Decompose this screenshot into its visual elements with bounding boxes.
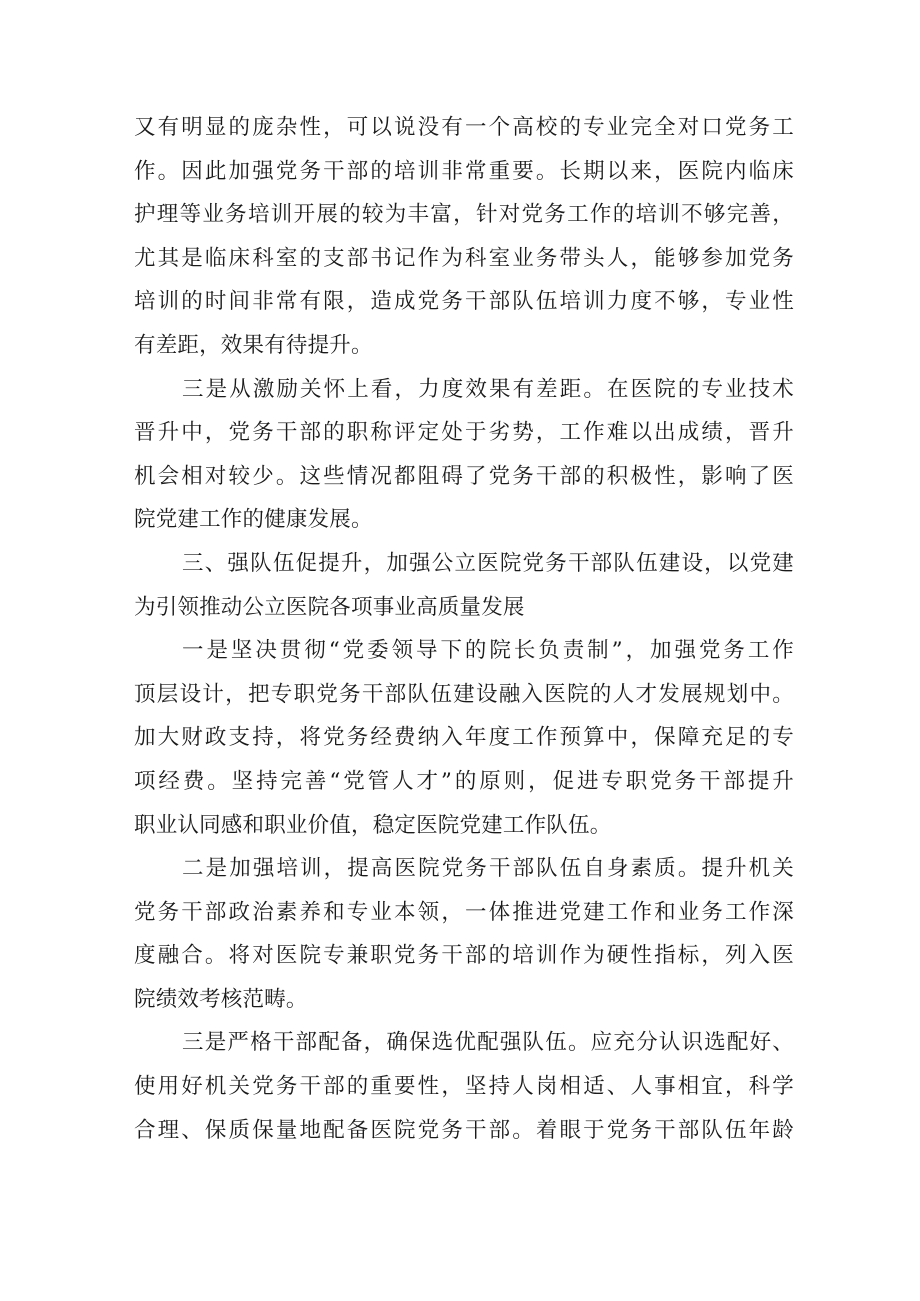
- text-line: 二是加强培训，提高医院党务干部队伍自身素质。提升机关: [182, 856, 794, 882]
- text-line: 作。因此加强党务干部的培训非常重要。长期以来，医院内临床: [134, 158, 794, 184]
- text-line: 尤其是临床科室的支部书记作为科室业务带头人，能够参加党务: [134, 245, 794, 271]
- document-body: [134, 106, 794, 1152]
- text-line: 三是严格干部配备，确保选优配强队伍。应充分认识选配好、: [182, 1030, 794, 1056]
- text-line: 加大财政支持，将党务经费纳入年度工作预算中，保障充足的专: [134, 725, 794, 751]
- text-line: 机会相对较少。这些情况都阻碍了党务干部的积极性，影响了医: [134, 463, 794, 489]
- text-line: 院绩效考核范畴。: [134, 986, 308, 1012]
- text-line: 院党建工作的健康发展。: [134, 507, 373, 533]
- text-line: 度融合。将对医院专兼职党务干部的培训作为硬性指标，列入医: [134, 943, 794, 969]
- text-line: 使用好机关党务干部的重要性，坚持人岗相适、人事相宜，科学: [134, 1074, 794, 1100]
- text-line: 项经费。坚持完善“党管人才”的原则，促进专职党务干部提升: [134, 768, 794, 794]
- text-line: 职业认同感和职业价值，稳定医院党建工作队伍。: [134, 812, 612, 838]
- text-line: 顶层设计，把专职党务干部队伍建设融入医院的人才发展规划中。: [134, 681, 794, 707]
- text-line: 合理、保质保量地配备医院党务干部。着眼于党务干部队伍年龄: [134, 1117, 794, 1143]
- text-line: 一是坚决贯彻“党委领导下的院长负责制”，加强党务工作: [182, 638, 794, 664]
- text-line: 为引领推动公立医院各项事业高质量发展: [134, 594, 525, 620]
- text-line: 护理等业务培训开展的较为丰富，针对党务工作的培训不够完善，: [134, 202, 794, 228]
- text-line: 党务干部政治素养和专业本领，一体推进党建工作和业务工作深: [134, 899, 794, 925]
- text-line: 培训的时间非常有限，造成党务干部队伍培训力度不够，专业性: [134, 289, 794, 315]
- text-line: 晋升中，党务干部的职称评定处于劣势，工作难以出成绩，晋升: [134, 420, 794, 446]
- text-line: 有差距，效果有待提升。: [134, 332, 373, 358]
- text-line: 又有明显的庞杂性，可以说没有一个高校的专业完全对口党务工: [134, 115, 794, 140]
- text-line: 三、强队伍促提升，加强公立医院党务干部队伍建设，以党建: [182, 550, 794, 576]
- text-line: 三是从激励关怀上看，力度效果有差距。在医院的专业技术: [182, 376, 794, 402]
